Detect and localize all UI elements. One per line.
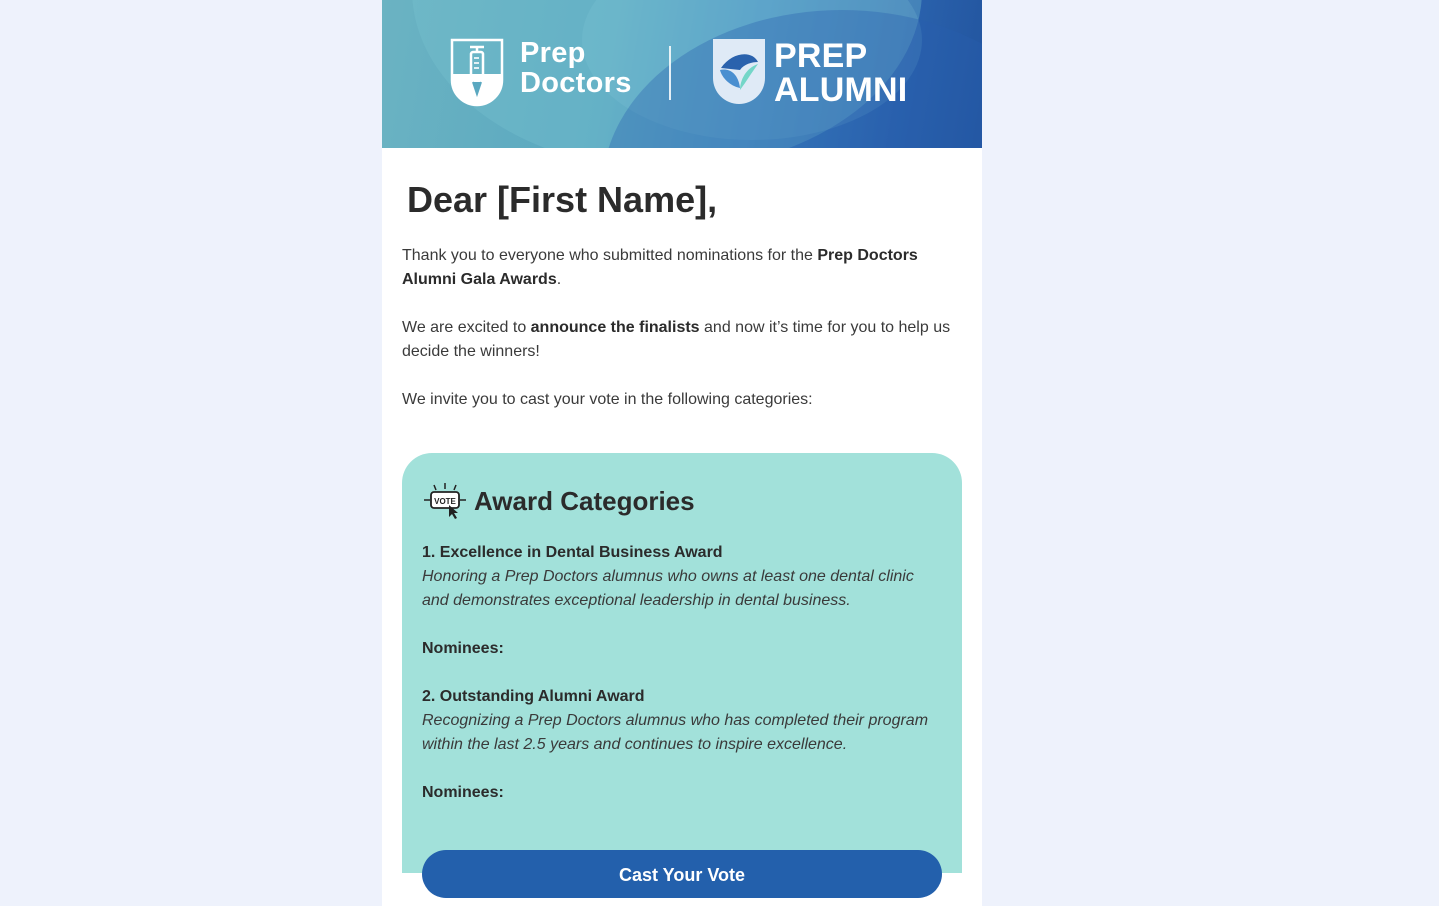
prep-alumni-shield-icon — [712, 38, 766, 108]
finalists-paragraph — [402, 316, 962, 364]
finalists-text: We are excited to — [402, 319, 531, 336]
nominees-label: Nominees: — [422, 784, 504, 801]
category-description: Honoring a Prep Doctors alumnus who owns at least one dental clinic and demonstrates exceptional leadership in dental business. — [422, 568, 914, 609]
logo-word-prep-caps: PREP — [774, 37, 868, 75]
nominees-label: Nominees: — [422, 640, 504, 657]
vote-icon — [422, 481, 468, 521]
cast-your-vote-button[interactable]: Cast Your Vote — [422, 850, 942, 898]
svg-text:VOTE: VOTE — [434, 497, 456, 506]
award-categories-title: Award Categories — [474, 485, 695, 516]
logo-divider — [669, 46, 671, 100]
category-description: Recognizing a Prep Doctors alumnus who has completed their program within the last 2.5 years and continues to inspire excellence. — [422, 712, 929, 753]
intro-text: Thank you to everyone who submitted nominations for the — [402, 247, 818, 264]
invite-paragraph: We invite you to cast your vote in the following categories: — [402, 391, 813, 408]
logo-word-doctors: Doctors — [520, 67, 632, 99]
award-categories-card — [402, 453, 962, 885]
gala-name: Prep Doctors Alumni Gala Awards — [402, 247, 918, 288]
prep-alumni-logo — [774, 39, 907, 107]
category-title: 2. Outstanding Alumni Award — [422, 688, 645, 705]
email-container — [382, 0, 982, 906]
header-banner — [382, 0, 982, 148]
category-title: 1. Excellence in Dental Business Award — [422, 544, 723, 561]
finalists-text-end: and now it’s time for you to help us decide the winners! — [402, 319, 951, 360]
prep-doctors-shield-icon — [450, 38, 504, 108]
award-categories-header — [422, 481, 942, 521]
intro-paragraph — [402, 244, 962, 292]
prep-doctors-logo — [520, 38, 632, 98]
finalists-emphasis: announce the finalists — [530, 319, 700, 336]
logo-word-prep: Prep — [520, 37, 586, 69]
greeting-heading: Dear [First Name], — [407, 179, 718, 220]
logo-word-alumni: ALUMNI — [774, 71, 908, 109]
intro-period: . — [556, 271, 562, 288]
email-body — [382, 178, 982, 885]
